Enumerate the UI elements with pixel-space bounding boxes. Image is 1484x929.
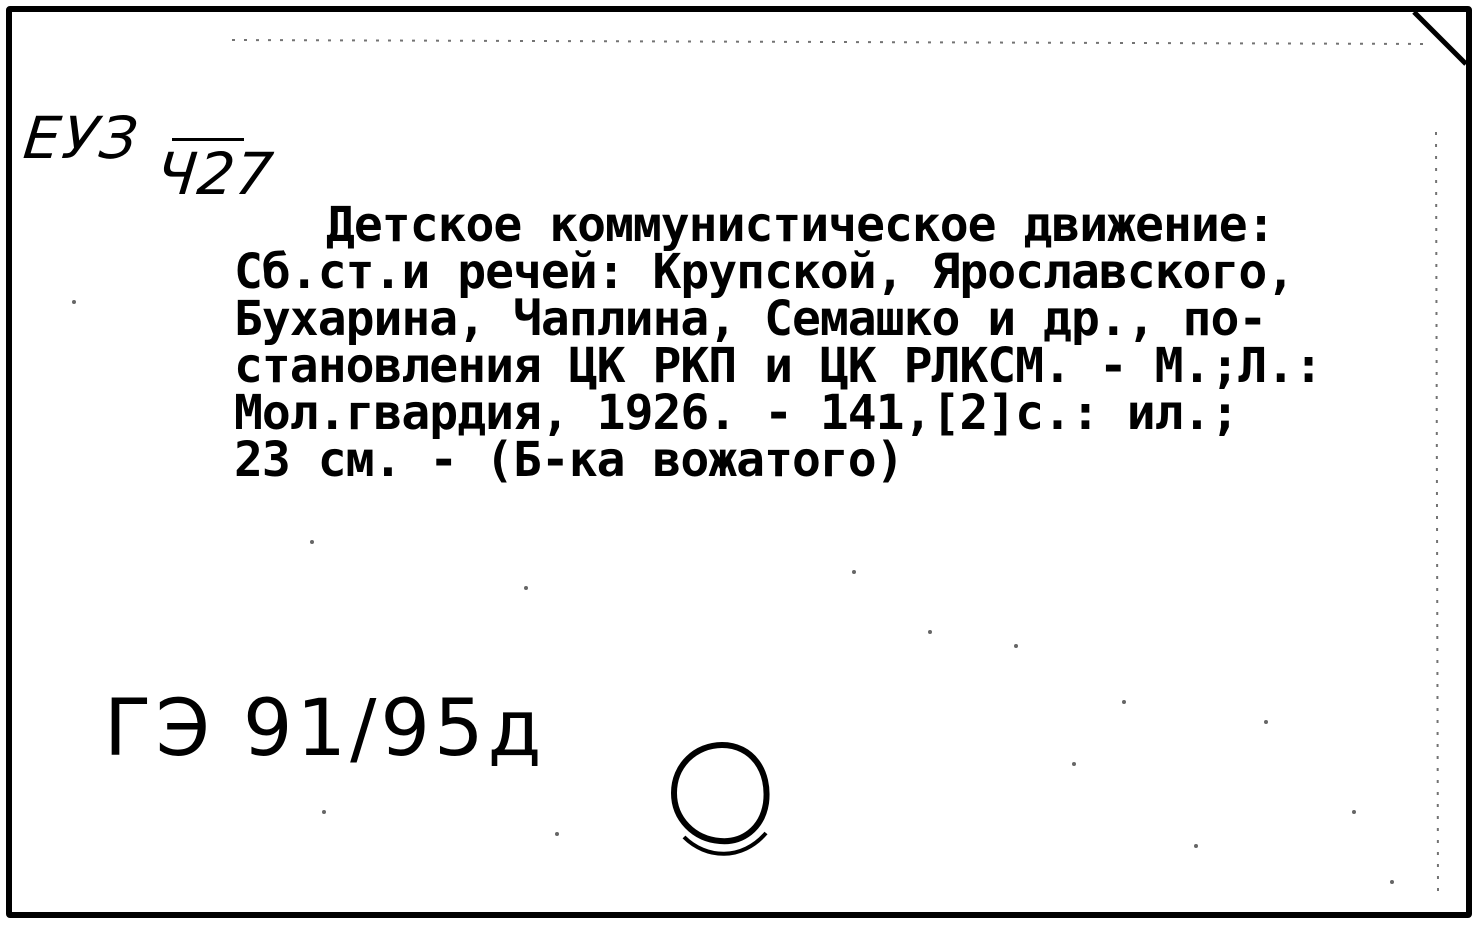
- shelf-mark-subdivision: Ч27: [153, 140, 278, 208]
- inventory-number: ГЭ 91/95д: [104, 684, 546, 774]
- bibliographic-entry: [234, 197, 1434, 488]
- entry-line: Сб.ст.и речей: Крупской, Ярославского,: [234, 244, 1295, 300]
- entry-line: 23 см. - (Б-ка вожатого): [234, 432, 904, 488]
- entry-line: Мол.гвардия, 1926. - 141,[2]с.: ил.;: [234, 385, 1239, 441]
- entry-line: становления ЦК РКП и ЦК РЛКСМ. - М.;Л.:: [234, 338, 1323, 394]
- punch-hole: [662, 737, 782, 877]
- entry-line: Бухарина, Чаплина, Семашко и др., по-: [234, 291, 1267, 347]
- entry-line: Детское коммунистическое движение:: [326, 197, 1275, 253]
- catalog-card: [6, 6, 1472, 918]
- shelf-mark: ЕУЗ: [20, 104, 143, 172]
